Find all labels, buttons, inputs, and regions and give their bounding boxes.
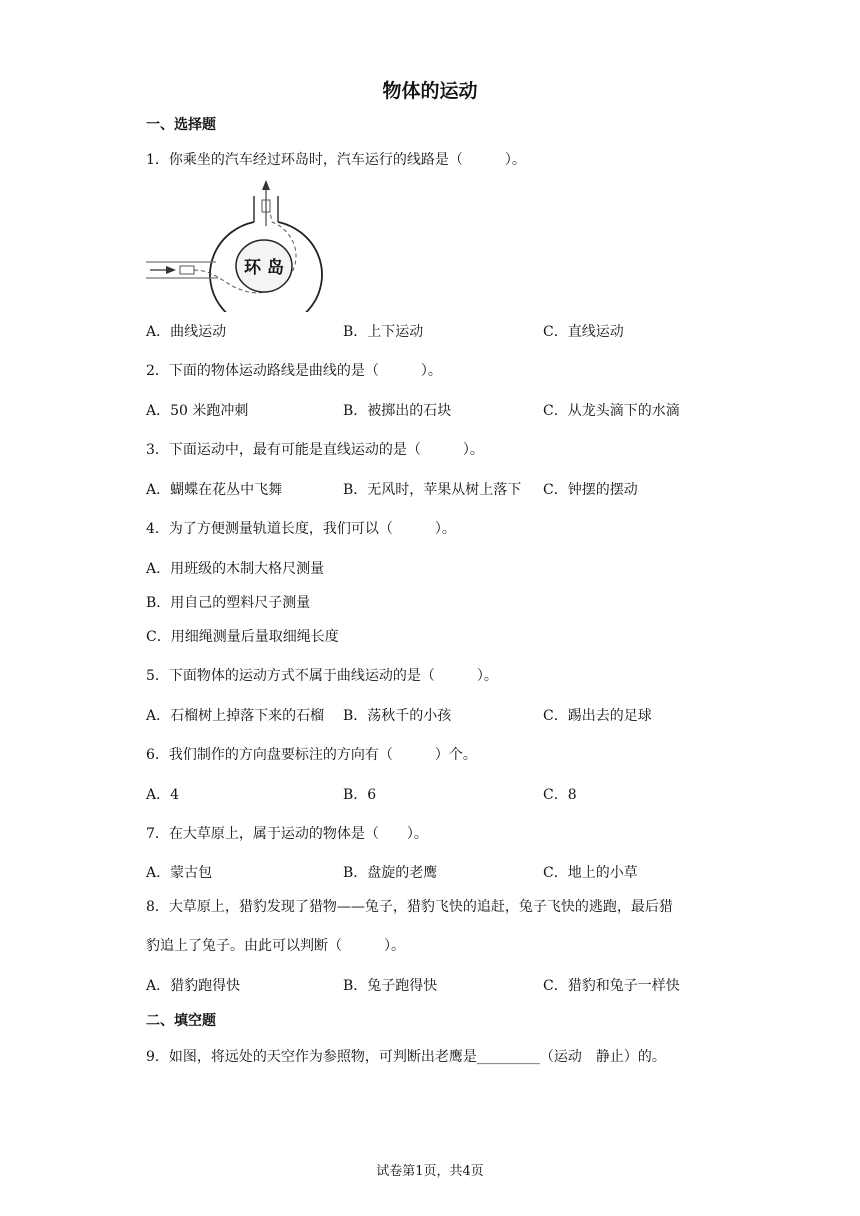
q4-option-b[interactable]: B．用自己的塑料尺子测量 (146, 595, 311, 611)
q5-option-a[interactable]: A．石榴树上掉落下来的石榴 (146, 708, 325, 724)
question-1-stem: 1．你乘坐的汽车经过环岛时，汽车运行的线路是（ ）。 (146, 152, 526, 168)
q7-option-c[interactable]: C．地上的小草 (543, 865, 638, 881)
q2-option-c[interactable]: C．从龙头滴下的水滴 (543, 403, 680, 419)
q5-option-c[interactable]: C．踢出去的足球 (543, 708, 652, 724)
q8-option-b[interactable]: B．兔子跑得快 (343, 978, 438, 994)
q2-option-a[interactable]: A．50 米跑冲刺 (146, 403, 249, 419)
q7-option-a[interactable]: A．蒙古包 (146, 865, 213, 881)
question-3-stem: 3．下面运动中，最有可能是直线运动的是（ ）。 (146, 442, 484, 458)
q3-option-a[interactable]: A．蝴蝶在花丛中飞舞 (146, 482, 283, 498)
q1-option-b[interactable]: B．上下运动 (343, 324, 424, 340)
question-5-stem: 5．下面物体的运动方式不属于曲线运动的是（ ）。 (146, 668, 498, 684)
exit-arrow-head (262, 180, 270, 190)
q2-option-b[interactable]: B．被掷出的石块 (343, 403, 452, 419)
q6-option-c[interactable]: C．8 (543, 787, 577, 803)
question-4-stem: 4．为了方便测量轨道长度，我们可以（ ）。 (146, 521, 456, 537)
question-8-stem-line-2: 豹追上了兔子。由此可以判断（ ）。 (146, 938, 405, 954)
section-heading-fill-in: 二、填空题 (146, 1013, 216, 1029)
entry-dash (180, 266, 194, 274)
question-9-stem: 9．如图，将远处的天空作为参照物，可判断出老鹰是_________（运动 静止）的。 (146, 1049, 666, 1065)
question-8-stem-line-1: 8．大草原上，猎豹发现了猎物——兔子，猎豹飞快的追赶，兔子飞快的逃跑，最后猎 (146, 899, 673, 915)
page-footer: 试卷第1页，共4页 (376, 1164, 484, 1179)
section-heading-choice: 一、选择题 (146, 117, 216, 133)
q6-option-b[interactable]: B．6 (343, 787, 377, 803)
q3-option-c[interactable]: C．钟摆的摆动 (543, 482, 638, 498)
q3-option-b[interactable]: B．无风时，苹果从树上落下 (343, 482, 522, 498)
roundabout-figure (146, 178, 326, 312)
page-title: 物体的运动 (382, 80, 478, 102)
q8-option-a[interactable]: A．猎豹跑得快 (146, 978, 241, 994)
q1-option-c[interactable]: C．直线运动 (543, 324, 624, 340)
q7-option-b[interactable]: B．盘旋的老鹰 (343, 865, 438, 881)
q4-option-a[interactable]: A．用班级的木制大格尺测量 (146, 561, 325, 577)
q1-option-a[interactable]: A．曲线运动 (146, 324, 227, 340)
entry-arrow-head (166, 266, 176, 274)
q6-option-a[interactable]: A．4 (146, 787, 180, 803)
question-7-stem: 7．在大草原上，属于运动的物体是（ ）。 (146, 826, 428, 842)
roundabout-label: 环 岛 (244, 258, 284, 278)
roundabout-diagram (146, 178, 326, 312)
question-2-stem: 2．下面的物体运动路线是曲线的是（ ）。 (146, 363, 442, 379)
q8-option-c[interactable]: C．猎豹和兔子一样快 (543, 978, 680, 994)
q4-option-c[interactable]: C．用细绳测量后量取细绳长度 (146, 629, 339, 645)
q5-option-b[interactable]: B．荡秋千的小孩 (343, 708, 452, 724)
question-6-stem: 6．我们制作的方向盘要标注的方向有（ ）个。 (146, 747, 477, 763)
